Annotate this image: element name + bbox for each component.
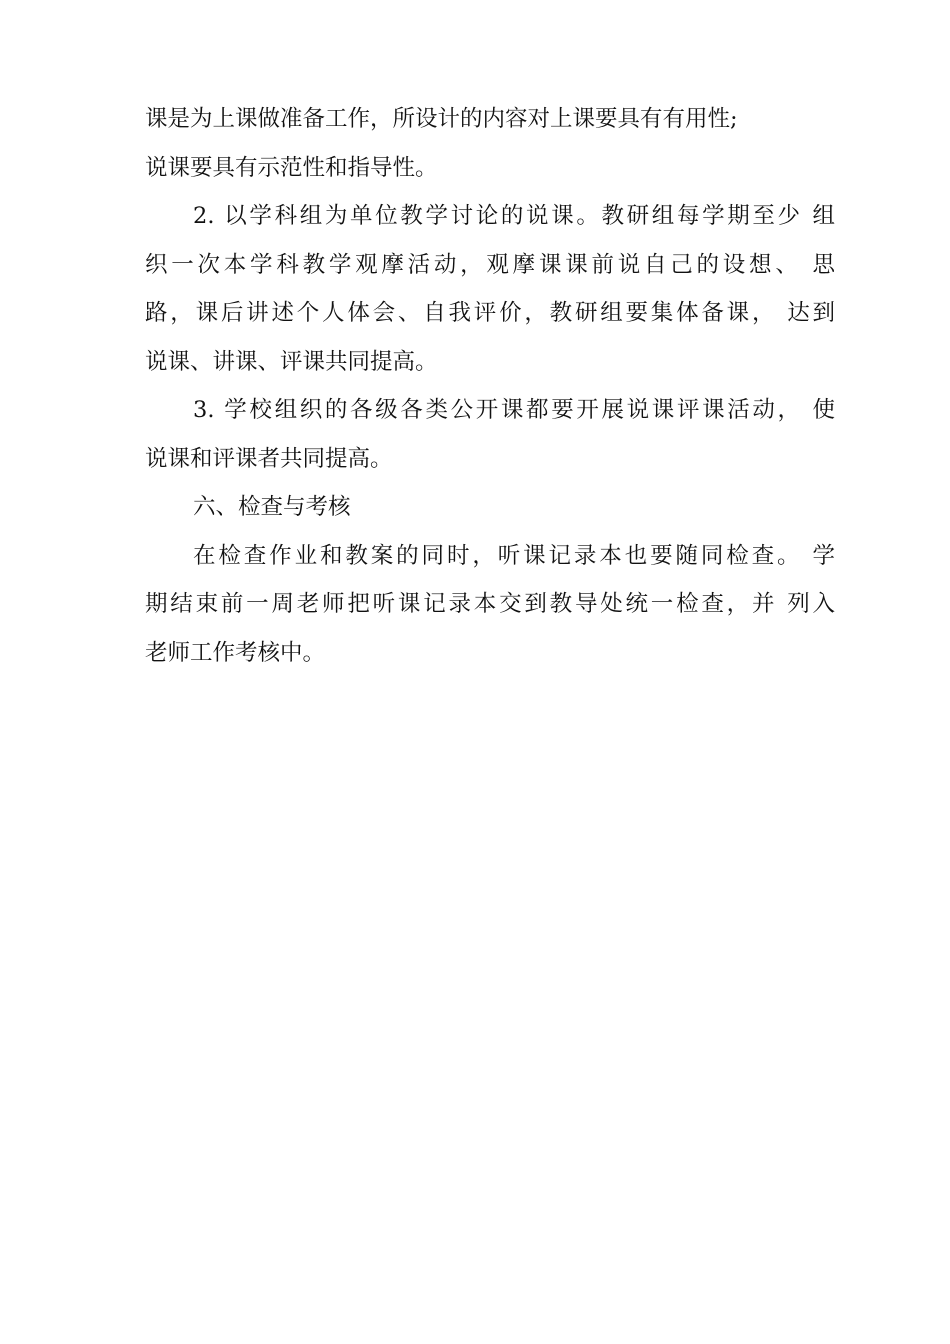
text-line: 织一次本学科教学观摩活动，观摩课课前说自己的设想、 思 xyxy=(145,251,835,278)
text-line: 说课要具有示范性和指导性。 xyxy=(145,154,438,181)
text-line: 路，课后讲述个人体会、自我评价，教研组要集体备课， 达到 xyxy=(145,300,835,326)
text-line: 2. 以学科组为单位教学讨论的说课。教研组每学期至少 组 xyxy=(193,203,835,229)
section-heading: 六、检查与考核 xyxy=(193,494,351,520)
text-line: 在检查作业和教案的同时，听课记录本也要随同检查。 学 xyxy=(193,542,835,569)
text-line: 课是为上课做准备工作，所设计的内容对上课要具有有用性; xyxy=(145,106,738,132)
text-line: 3. 学校组织的各级各类公开课都要开展说课评课活动， 使 xyxy=(193,397,835,423)
text-line: 老师工作考核中。 xyxy=(145,639,326,666)
text-line: 说课和评课者共同提高。 xyxy=(145,445,393,472)
document-body xyxy=(145,95,835,677)
text-line: 说课、讲课、评课共同提高。 xyxy=(145,348,438,375)
text-line: 期结束前一周老师把听课记录本交到教导处统一检查，并 列入 xyxy=(145,591,835,617)
